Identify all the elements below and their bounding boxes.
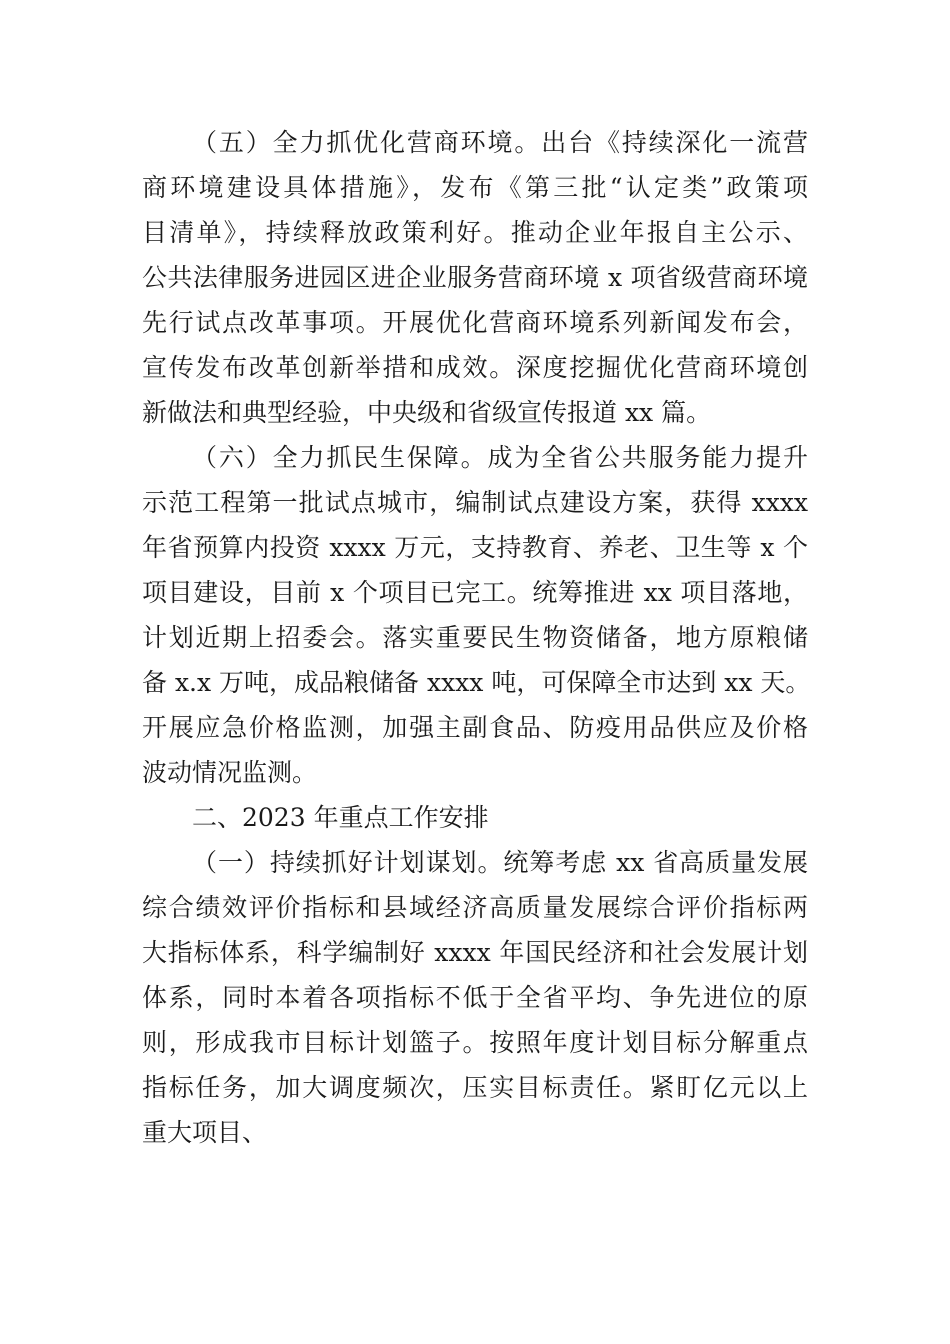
text-line: 指标任务，加大调度频次，压实目标责任。紧盯亿元以上 [142, 1073, 808, 1102]
text-line: 公共法律服务进园区进企业服务营商环境 x 项省级营商环境 [142, 263, 808, 292]
text-line: 项目建设，目前 x 个项目已完工。统筹推进 xx 项目落地， [142, 578, 808, 607]
text-line: 商环境建设具体措施》，发布《第三批“认定类”政策项 [142, 173, 808, 202]
document-body [142, 120, 811, 1155]
text-line: 示范工程第一批试点城市，编制试点建设方案，获得 xxxx [142, 488, 808, 517]
text-line: 目清单》，持续释放政策利好。推动企业年报自主公示、 [142, 218, 808, 247]
text-line: （六）全力抓民生保障。成为全省公共服务能力提升 [192, 443, 808, 472]
text-line: 备 x.x 万吨，成品粮储备 xxxx 吨，可保障全市达到 xx 天。 [142, 668, 811, 697]
text-line: （五）全力抓优化营商环境。出台《持续深化一流营 [192, 128, 808, 157]
paragraph-livelihood-security [142, 435, 811, 795]
paragraph-optimize-business-environment [142, 120, 808, 435]
text-line: 先行试点改革事项。开展优化营商环境系列新闻发布会， [142, 308, 808, 337]
section-heading: 二、2023 年重点工作安排 [192, 803, 489, 832]
text-line: 波动情况监测。 [142, 758, 318, 787]
text-line: 综合绩效评价指标和县域经济高质量发展综合评价指标两 [142, 893, 808, 922]
text-line: 年省预算内投资 xxxx 万元，支持教育、养老、卫生等 x 个 [142, 533, 808, 562]
text-line: 开展应急价格监测，加强主副食品、防疫用品供应及价格 [142, 713, 808, 742]
text-line: 则，形成我市目标计划篮子。按照年度计划目标分解重点 [142, 1028, 808, 1057]
text-line: 大指标体系，科学编制好 xxxx 年国民经济和社会发展计划 [142, 938, 808, 967]
text-line: 重大项目、 [142, 1118, 268, 1147]
text-line: 体系，同时本着各项指标不低于全省平均、争先进位的原 [142, 983, 808, 1012]
paragraph-planning [142, 840, 808, 1155]
section-heading-2023-work-plan [142, 795, 808, 840]
text-line: 新做法和典型经验，中央级和省级宣传报道 xx 篇。 [142, 398, 712, 427]
text-line: 计划近期上招委会。落实重要民生物资储备，地方原粮储 [142, 623, 808, 652]
text-line: （一）持续抓好计划谋划。统筹考虑 xx 省高质量发展 [192, 848, 808, 877]
text-line: 宣传发布改革创新举措和成效。深度挖掘优化营商环境创 [142, 353, 808, 382]
